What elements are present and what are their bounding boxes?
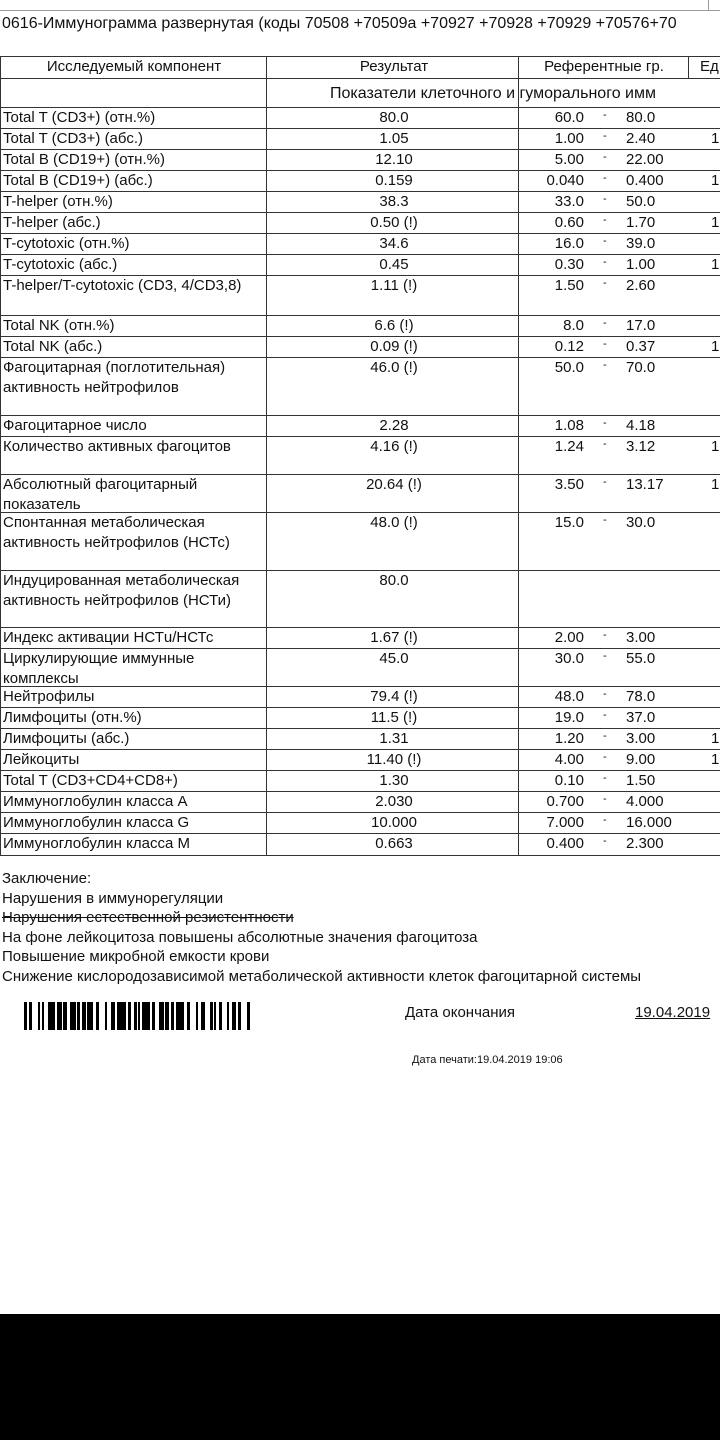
row-result: 11.5 (!) [370, 709, 418, 726]
row-unit: 1 [711, 730, 720, 747]
row-name: Фагоцитарное число [3, 417, 147, 434]
top-border-tick [708, 0, 709, 10]
row-ref-high: 2.60 [626, 277, 656, 294]
row-unit: 1 [711, 476, 720, 493]
row-name: T-cytotoxic (отн.%) [3, 235, 130, 252]
row-result: 2.28 [379, 417, 409, 434]
barcode-bar [247, 1002, 250, 1030]
range-separator: - [603, 193, 607, 205]
conclusion-line: Нарушения в иммунорегуляции [2, 890, 224, 907]
row-result: 0.663 [375, 835, 413, 852]
row-result: 1.05 [379, 130, 409, 147]
row-ref-low: 1.08 [554, 417, 584, 434]
row-result: 0.45 [379, 256, 409, 273]
report-title: 0616-Иммунограмма развернутая (коды 70508 +70509а +70927 +70928 +70929 +70576+70 [2, 15, 677, 32]
row-name: T-helper (отн.%) [3, 193, 113, 210]
row-ref-high: 30.0 [626, 514, 656, 531]
row-ref-low: 33.0 [554, 193, 584, 210]
conclusion-line: На фоне лейкоцитоза повышены абсолютные значения фагоцитоза [2, 929, 478, 946]
row-ref-high: 13.17 [626, 476, 664, 493]
row-ref-low: 19.0 [554, 709, 584, 726]
range-separator: - [603, 151, 607, 163]
row-ref-low: 0.10 [554, 772, 584, 789]
row-name: Лейкоциты [3, 751, 80, 768]
row-ref-high: 1.70 [626, 214, 656, 231]
row-result: 1.31 [379, 730, 409, 747]
range-separator: - [603, 709, 607, 721]
row-ref-low: 0.400 [546, 835, 584, 852]
row-ref-high: 17.0 [626, 317, 656, 334]
row-ref-low: 0.12 [554, 338, 584, 355]
row-unit: 1 [711, 172, 720, 189]
row-unit: 1 [711, 438, 720, 455]
row-name: Иммуноглобулин класса М [3, 835, 190, 852]
row-ref-high: 80.0 [626, 109, 656, 126]
range-separator: - [603, 835, 607, 847]
row-name: Индуцированная метаболическая активность нейтрофилов (НСТи) [3, 572, 240, 609]
conclusion-heading: Заключение: [2, 870, 92, 887]
range-separator: - [603, 751, 607, 763]
row-name: Total T (CD3+) (отн.%) [3, 109, 156, 126]
row-ref-high: 1.00 [626, 256, 656, 273]
row-result: 11.40 (!) [366, 751, 422, 768]
table-column-rule [266, 56, 267, 855]
row-ref-high: 0.400 [626, 172, 664, 189]
row-ref-high: 70.0 [626, 359, 656, 376]
row-result: 80.0 [379, 572, 409, 589]
range-separator: - [603, 172, 607, 184]
row-name: Спонтанная метаболическая активность нейтрофилов (НСТс) [3, 514, 230, 551]
row-ref-low: 0.30 [554, 256, 584, 273]
table-rule [0, 855, 720, 856]
row-ref-low: 8.0 [563, 317, 584, 334]
row-name: Циркулирующие иммунные комплексы [3, 650, 195, 687]
column-header-component: Исследуемый компонент [46, 58, 222, 75]
row-ref-low: 15.0 [554, 514, 584, 531]
row-ref-high: 39.0 [626, 235, 656, 252]
row-ref-high: 22.00 [626, 151, 664, 168]
row-result: 12.10 [375, 151, 413, 168]
barcode-bar [117, 1002, 126, 1030]
range-separator: - [603, 793, 607, 805]
conclusion-line: Повышение микробной емкости крови [2, 948, 270, 965]
table-rule [0, 56, 720, 57]
range-separator: - [603, 109, 607, 121]
range-separator: - [603, 650, 607, 662]
range-separator: - [603, 476, 607, 488]
row-result: 1.11 (!) [370, 277, 418, 294]
range-separator: - [603, 514, 607, 526]
row-ref-high: 9.00 [626, 751, 656, 768]
range-separator: - [603, 629, 607, 641]
row-ref-low: 1.00 [554, 130, 584, 147]
range-separator: - [603, 214, 607, 226]
row-ref-high: 2.40 [626, 130, 656, 147]
row-name: Лимфоциты (отн.%) [3, 709, 142, 726]
row-name: Индекс активации НСТu/НСТс [3, 629, 214, 646]
row-name: Лимфоциты (абс.) [3, 730, 130, 747]
column-header-unit: Ед [700, 58, 719, 75]
row-result: 4.16 (!) [370, 438, 418, 455]
row-unit: 1 [711, 338, 720, 355]
column-header-reference: Референтные гр. [544, 58, 664, 75]
section-heading: Показатели клеточного и гуморального имм [330, 85, 656, 102]
row-ref-high: 3.00 [626, 629, 656, 646]
row-ref-low: 5.00 [554, 151, 584, 168]
table-column-rule [0, 56, 1, 855]
row-ref-low: 3.50 [554, 476, 584, 493]
end-date-value: 19.04.2019 [635, 1004, 711, 1021]
row-ref-low: 50.0 [554, 359, 584, 376]
conclusion-line: Нарушения естественной резистентности [2, 909, 294, 926]
top-border [0, 10, 720, 11]
column-header-result: Результат [359, 58, 429, 75]
row-result: 34.6 [379, 235, 409, 252]
table-column-rule [688, 56, 689, 78]
row-ref-low: 0.040 [546, 172, 584, 189]
row-ref-low: 2.00 [554, 629, 584, 646]
row-name: Total T (CD3+) (абс.) [3, 130, 143, 147]
row-ref-low: 1.50 [554, 277, 584, 294]
row-name: T-cytotoxic (абс.) [3, 256, 118, 273]
row-ref-low: 16.0 [554, 235, 584, 252]
row-name: Total T (CD3+CD4+CD8+) [3, 772, 178, 789]
row-ref-low: 0.700 [546, 793, 584, 810]
row-ref-low: 4.00 [554, 751, 584, 768]
row-name: Total NK (абс.) [3, 338, 103, 355]
row-unit: 1 [711, 256, 720, 273]
row-ref-low: 0.60 [554, 214, 584, 231]
range-separator: - [603, 688, 607, 700]
barcode-bar [48, 1002, 55, 1030]
row-name: Количество активных фагоцитов [3, 438, 231, 455]
range-separator: - [603, 438, 607, 450]
range-separator: - [603, 417, 607, 429]
row-name: Иммуноглобулин класса G [3, 814, 190, 831]
row-ref-high: 16.000 [626, 814, 672, 831]
row-ref-high: 78.0 [626, 688, 656, 705]
row-result: 46.0 (!) [370, 359, 418, 376]
range-separator: - [603, 730, 607, 742]
row-result: 2.030 [375, 793, 413, 810]
row-ref-low: 1.20 [554, 730, 584, 747]
row-unit: 1 [711, 751, 720, 768]
row-result: 48.0 (!) [370, 514, 418, 531]
range-separator: - [603, 814, 607, 826]
range-separator: - [603, 317, 607, 329]
table-rule [0, 78, 720, 79]
range-separator: - [603, 359, 607, 371]
barcode [24, 1002, 346, 1030]
row-ref-high: 37.0 [626, 709, 656, 726]
row-ref-high: 4.18 [626, 417, 656, 434]
range-separator: - [603, 130, 607, 142]
row-name: T-helper (абс.) [3, 214, 101, 231]
row-ref-high: 3.00 [626, 730, 656, 747]
row-result: 10.000 [371, 814, 417, 831]
print-date: Дата печати:19.04.2019 19:06 [412, 1054, 563, 1066]
row-name: Иммуноглобулин класса А [3, 793, 188, 810]
row-result: 20.64 (!) [366, 476, 422, 493]
row-ref-low: 1.24 [554, 438, 584, 455]
range-separator: - [603, 256, 607, 268]
row-name: T-helper/T-cytotoxic (CD3, 4/CD3,8) [3, 277, 242, 294]
range-separator: - [603, 277, 607, 289]
row-ref-high: 4.000 [626, 793, 664, 810]
row-ref-low: 7.000 [546, 814, 584, 831]
row-result: 80.0 [379, 109, 409, 126]
barcode-bar [176, 1002, 184, 1030]
row-result: 6.6 (!) [374, 317, 414, 334]
row-result: 0.09 (!) [370, 338, 418, 355]
row-ref-high: 3.12 [626, 438, 656, 455]
row-ref-high: 50.0 [626, 193, 656, 210]
row-result: 1.30 [379, 772, 409, 789]
row-unit: 1 [711, 214, 720, 231]
row-result: 0.159 [375, 172, 413, 189]
row-name: Total B (CD19+) (отн.%) [3, 151, 165, 168]
row-name: Total NK (отн.%) [3, 317, 115, 334]
end-date-label: Дата окончания [405, 1004, 516, 1021]
row-result: 38.3 [379, 193, 409, 210]
row-result: 79.4 (!) [370, 688, 418, 705]
row-name: Total B (CD19+) (абс.) [3, 172, 153, 189]
barcode-bar [142, 1002, 150, 1030]
row-unit: 1 [711, 130, 720, 147]
row-name: Абсолютный фагоцитарный показатель [3, 476, 198, 513]
range-separator: - [603, 338, 607, 350]
conclusion-line: Снижение кислородозависимой метаболической активности клеток фагоцитарной системы [2, 968, 642, 985]
row-result: 1.67 (!) [370, 629, 418, 646]
row-ref-high: 1.50 [626, 772, 656, 789]
row-ref-low: 30.0 [554, 650, 584, 667]
row-result: 45.0 [379, 650, 409, 667]
row-ref-high: 2.300 [626, 835, 664, 852]
row-result: 0.50 (!) [370, 214, 418, 231]
range-separator: - [603, 772, 607, 784]
range-separator: - [603, 235, 607, 247]
row-ref-high: 55.0 [626, 650, 656, 667]
row-name: Нейтрофилы [3, 688, 95, 705]
row-name: Фагоцитарная (поглотительная) активность нейтрофилов [3, 359, 226, 396]
row-ref-low: 60.0 [554, 109, 584, 126]
row-ref-low: 48.0 [554, 688, 584, 705]
row-ref-high: 0.37 [626, 338, 656, 355]
